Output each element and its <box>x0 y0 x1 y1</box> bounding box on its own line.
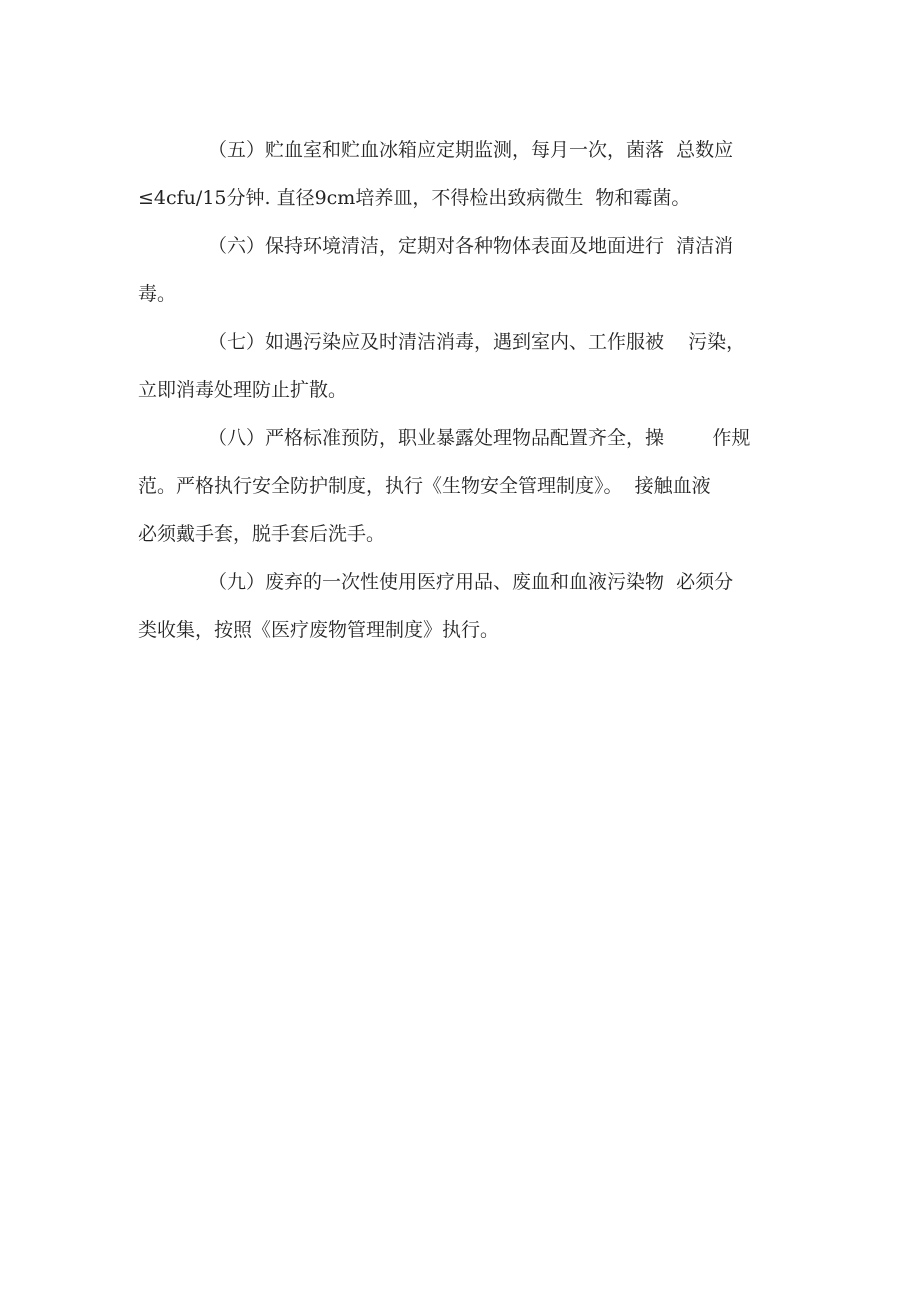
paragraph-9-line-1: （九）废弃的一次性使用医疗用品、废血和血液污染物 必须分 <box>208 571 734 593</box>
paragraph-6-line-2: 毒。 <box>138 283 177 305</box>
paragraph-8-line-3: 必须戴手套，脱手套后洗手。 <box>138 523 386 545</box>
paragraph-9-line-2: 类收集，按照《医疗废物管理制度》执行。 <box>138 619 500 641</box>
paragraph-5-line-1: （五）贮血室和贮血冰箱应定期监测，每月一次，菌落 总数应 <box>208 139 734 161</box>
paragraph-8-line-2: 范。严格执行安全防护制度，执行《生物安全管理制度》。 接触血液 <box>138 475 711 497</box>
paragraph-7-line-2: 立即消毒处理防止扩散。 <box>138 379 348 401</box>
document-body <box>138 131 788 659</box>
paragraph-6-line-1: （六）保持环境清洁，定期对各种物体表面及地面进行 清洁消 <box>208 235 734 257</box>
paragraph-5-line-2: ≤4cfu/15分钟. 直径9cm培养皿，不得检出致病微生 物和霉菌。 <box>138 187 691 209</box>
paragraph-7-line-1: （七）如遇污染应及时清洁消毒，遇到室内、工作服被 污染， <box>208 331 746 353</box>
paragraph-8-line-1: （八）严格标准预防，职业暴露处理物品配置齐全，操 作规 <box>208 427 751 449</box>
